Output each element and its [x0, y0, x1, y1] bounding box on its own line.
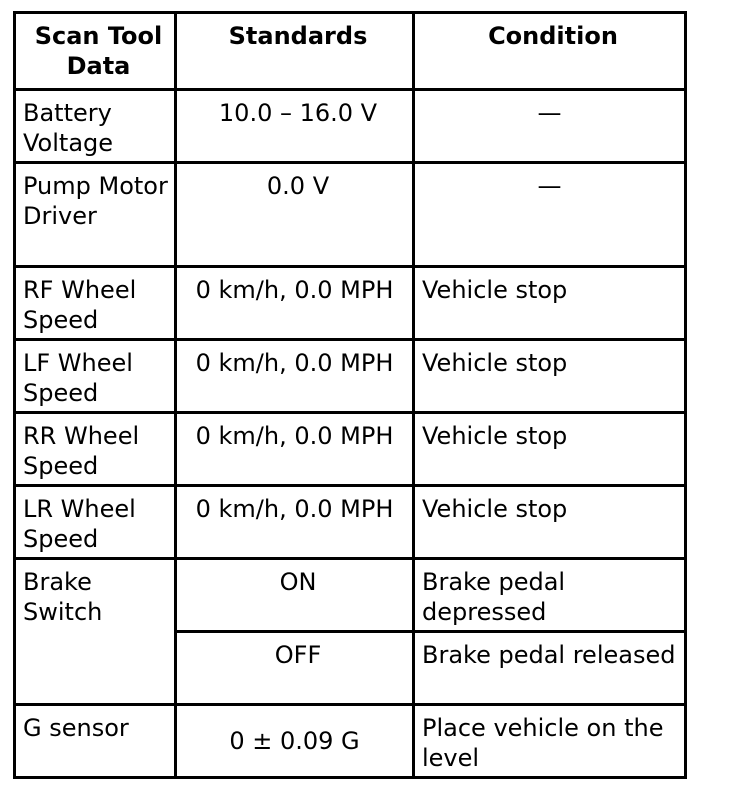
scan-tool-data-table — [13, 11, 687, 779]
g-sensor-condition: Place vehicle on the level — [414, 705, 686, 778]
table-row — [15, 340, 686, 413]
row-standard: 0.0 V — [176, 163, 414, 267]
row-item: LR Wheel Speed — [15, 486, 176, 559]
table-row-g-sensor — [15, 705, 686, 778]
brake-switch-off-condition: Brake pedal released — [414, 632, 686, 705]
row-condition: — — [414, 163, 686, 267]
table-row — [15, 267, 686, 340]
row-standard: 0 km/h, 0.0 MPH — [176, 340, 414, 413]
brake-switch-on-standard: ON — [176, 559, 414, 632]
brake-switch-off-standard: OFF — [176, 632, 414, 705]
row-standard: 10.0 – 16.0 V — [176, 90, 414, 163]
row-standard: 0 km/h, 0.0 MPH — [176, 486, 414, 559]
row-standard: 0 km/h, 0.0 MPH — [176, 413, 414, 486]
row-item: RF Wheel Speed — [15, 267, 176, 340]
table-row — [15, 163, 686, 267]
row-item-g-sensor: G sensor — [15, 705, 176, 778]
row-item: LF Wheel Speed — [15, 340, 176, 413]
row-standard: 0 km/h, 0.0 MPH — [176, 267, 414, 340]
row-item: Pump Motor Driver — [15, 163, 176, 267]
table-header-row — [15, 13, 686, 90]
row-item: Battery Voltage — [15, 90, 176, 163]
table-row — [15, 413, 686, 486]
header-standards: Standards — [176, 13, 414, 90]
brake-switch-on-condition: Brake pedal depressed — [414, 559, 686, 632]
header-scan-tool-data: Scan Tool Data — [15, 13, 176, 90]
row-condition: Vehicle stop — [414, 340, 686, 413]
g-sensor-standard: 0 ± 0.09 G — [176, 705, 414, 778]
row-condition: Vehicle stop — [414, 413, 686, 486]
table-row-brake-switch-on — [15, 559, 686, 632]
table-row — [15, 486, 686, 559]
row-item-brake-switch: Brake Switch — [15, 559, 176, 705]
table-row — [15, 90, 686, 163]
header-condition: Condition — [414, 13, 686, 90]
row-condition: Vehicle stop — [414, 486, 686, 559]
row-condition: Vehicle stop — [414, 267, 686, 340]
row-item: RR Wheel Speed — [15, 413, 176, 486]
row-condition: — — [414, 90, 686, 163]
